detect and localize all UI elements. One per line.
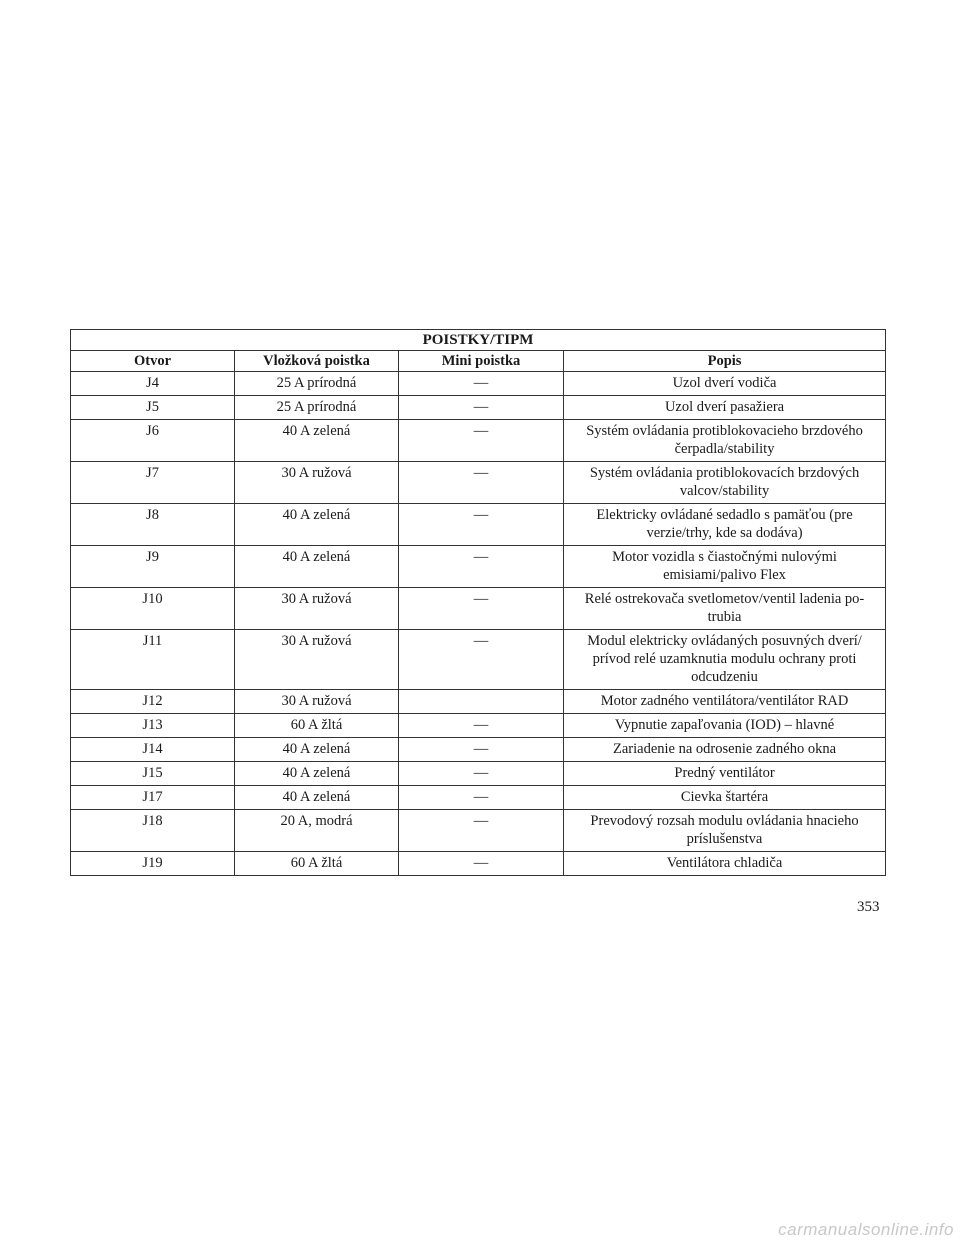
- cell-otvor: J10: [71, 588, 235, 630]
- cell-popis: Uzol dverí vodiča: [564, 372, 886, 396]
- cell-popis: Zariadenie na odrosenie zadného okna: [564, 738, 886, 762]
- cell-vlozkova-poistka: 60 A žltá: [235, 852, 399, 876]
- table-header-row: [71, 351, 886, 372]
- cell-mini-poistka: [399, 690, 564, 714]
- cell-mini-poistka: —: [399, 396, 564, 420]
- cell-mini-poistka: —: [399, 630, 564, 690]
- cell-otvor: J19: [71, 852, 235, 876]
- table-row: [71, 420, 886, 462]
- cell-otvor: J11: [71, 630, 235, 690]
- cell-mini-poistka: —: [399, 738, 564, 762]
- cell-otvor: J5: [71, 396, 235, 420]
- cell-vlozkova-poistka: 30 A ružová: [235, 630, 399, 690]
- table-row: [71, 588, 886, 630]
- cell-otvor: J17: [71, 786, 235, 810]
- cell-mini-poistka: —: [399, 588, 564, 630]
- cell-mini-poistka: —: [399, 504, 564, 546]
- cell-vlozkova-poistka: 30 A ružová: [235, 588, 399, 630]
- table-row: [71, 372, 886, 396]
- table-row: [71, 762, 886, 786]
- cell-otvor: J9: [71, 546, 235, 588]
- cell-otvor: J7: [71, 462, 235, 504]
- cell-popis: Relé ostrekovača svetlometov/ventil ladenia po-trubia: [564, 588, 886, 630]
- cell-popis: Predný ventilátor: [564, 762, 886, 786]
- cell-vlozkova-poistka: 40 A zelená: [235, 762, 399, 786]
- cell-otvor: J15: [71, 762, 235, 786]
- cell-otvor: J6: [71, 420, 235, 462]
- table-row: [71, 786, 886, 810]
- cell-otvor: J14: [71, 738, 235, 762]
- cell-vlozkova-poistka: 60 A žltá: [235, 714, 399, 738]
- cell-popis: Ventilátora chladiča: [564, 852, 886, 876]
- cell-popis: Uzol dverí pasažiera: [564, 396, 886, 420]
- table-row: [71, 462, 886, 504]
- table-row: [71, 852, 886, 876]
- watermark: carmanualsonline.info: [778, 1220, 954, 1239]
- table-body: [71, 372, 886, 876]
- cell-popis: Prevodový rozsah modulu ovládania hnacieho príslušenstva: [564, 810, 886, 852]
- cell-vlozkova-poistka: 40 A zelená: [235, 546, 399, 588]
- column-header-popis: Popis: [564, 351, 886, 372]
- cell-mini-poistka: —: [399, 372, 564, 396]
- table-row: [71, 504, 886, 546]
- cell-mini-poistka: —: [399, 462, 564, 504]
- cell-vlozkova-poistka: 40 A zelená: [235, 504, 399, 546]
- cell-popis: Elektricky ovládané sedadlo s pamäťou (pre verzie/trhy, kde sa dodáva): [564, 504, 886, 546]
- table-title-row: [71, 330, 886, 351]
- cell-popis: Systém ovládania protiblokovacieho brzdového čerpadla/stability: [564, 420, 886, 462]
- cell-vlozkova-poistka: 40 A zelená: [235, 786, 399, 810]
- cell-vlozkova-poistka: 20 A, modrá: [235, 810, 399, 852]
- cell-popis: Cievka štartéra: [564, 786, 886, 810]
- column-header-mini-poistka: Mini poistka: [399, 351, 564, 372]
- cell-vlozkova-poistka: 30 A ružová: [235, 462, 399, 504]
- column-header-otvor: Otvor: [71, 351, 235, 372]
- cell-popis: Modul elektricky ovládaných posuvných dverí/ prívod relé uzamknutia modulu ochrany proti odcudzeniu: [564, 630, 886, 690]
- table-row: [71, 396, 886, 420]
- cell-vlozkova-poistka: 25 A prírodná: [235, 396, 399, 420]
- cell-popis: Motor vozidla s čiastočnými nulovými emisiami/palivo Flex: [564, 546, 886, 588]
- table-row: [71, 630, 886, 690]
- column-header-vlozkova-poistka: Vložková poistka: [235, 351, 399, 372]
- cell-popis: Vypnutie zapaľovania (IOD) – hlavné: [564, 714, 886, 738]
- cell-mini-poistka: —: [399, 546, 564, 588]
- table-title: POISTKY/TIPM: [71, 330, 886, 351]
- cell-vlozkova-poistka: 25 A prírodná: [235, 372, 399, 396]
- cell-vlozkova-poistka: 40 A zelená: [235, 738, 399, 762]
- cell-otvor: J18: [71, 810, 235, 852]
- cell-mini-poistka: —: [399, 786, 564, 810]
- cell-otvor: J8: [71, 504, 235, 546]
- cell-otvor: J4: [71, 372, 235, 396]
- cell-mini-poistka: —: [399, 810, 564, 852]
- fuse-table: [70, 329, 886, 876]
- cell-mini-poistka: —: [399, 852, 564, 876]
- cell-popis: Systém ovládania protiblokovacích brzdových valcov/stability: [564, 462, 886, 504]
- cell-otvor: J13: [71, 714, 235, 738]
- cell-vlozkova-poistka: 40 A zelená: [235, 420, 399, 462]
- cell-vlozkova-poistka: 30 A ružová: [235, 690, 399, 714]
- cell-popis: Motor zadného ventilátora/ventilátor RAD: [564, 690, 886, 714]
- table-row: [71, 738, 886, 762]
- table-row: [71, 810, 886, 852]
- cell-mini-poistka: —: [399, 420, 564, 462]
- cell-otvor: J12: [71, 690, 235, 714]
- table-row: [71, 690, 886, 714]
- table-row: [71, 714, 886, 738]
- page-number: 353: [857, 899, 880, 915]
- table-row: [71, 546, 886, 588]
- cell-mini-poistka: —: [399, 762, 564, 786]
- cell-mini-poistka: —: [399, 714, 564, 738]
